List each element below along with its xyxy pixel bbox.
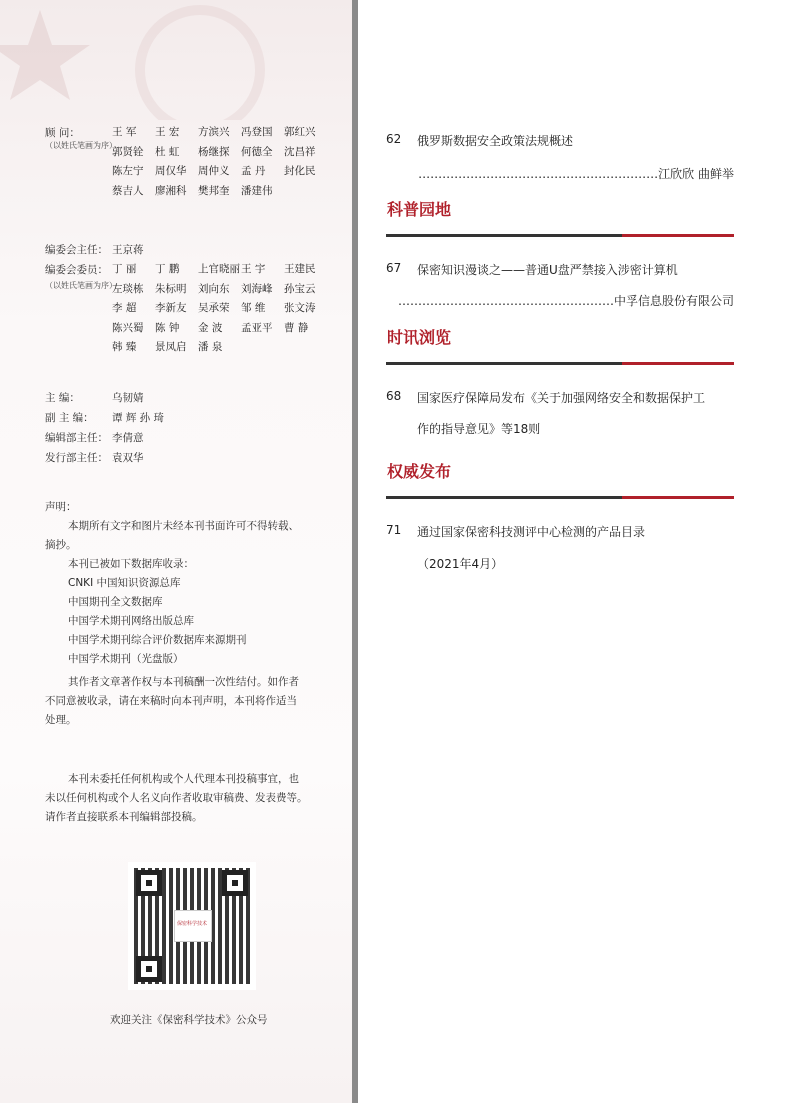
distribution-director-name: 袁双华 (112, 452, 144, 464)
toc-page-number: 71 (386, 523, 402, 537)
name: 景凤启 (155, 341, 187, 353)
name: 周仲义 (198, 165, 230, 177)
statement-line: 本刊已被如下数据库收录： (68, 558, 194, 570)
chief-editor-label: 主 编： (45, 392, 80, 404)
name: 金 波 (198, 321, 223, 334)
name: 王 军 (112, 126, 137, 138)
name: 何德全 (241, 145, 273, 158)
qr-caption: 欢迎关注《保密科学技术》公众号 (110, 1014, 268, 1026)
committee-note: （以姓氏笔画为序） (45, 281, 117, 290)
name: 吴承荣 (198, 302, 230, 314)
name: 潘建伟 (241, 184, 273, 197)
name: 杜 虹 (155, 145, 180, 158)
editorial-director-name: 李倩意 (112, 432, 144, 444)
name: 郭贤铨 (112, 145, 144, 158)
name: 丁 丽 (112, 263, 137, 275)
editorial-director-label: 编辑部主任： (45, 432, 108, 444)
deputy-editor-label: 副 主 编： (45, 412, 94, 424)
toc-article-title[interactable]: 保密知识漫谈之——普通U盘严禁接入涉密计算机 (417, 263, 678, 277)
name: 陈 钟 (155, 321, 180, 334)
toc-article-title-cont[interactable]: （2021年4月） (417, 557, 504, 571)
name: 封化民 (284, 165, 316, 177)
chief-editor-name: 乌韧婧 (112, 392, 144, 404)
qr-finder (136, 956, 162, 982)
committee-row (112, 338, 327, 358)
toc-article-title[interactable]: 通过国家保密科技测评中心检测的产品目录 (417, 525, 646, 539)
notice-line: 请作者直接联系本刊编辑部投稿。 (45, 811, 203, 823)
page-divider (352, 0, 358, 1103)
section-rule (386, 362, 734, 365)
statement-line: 处理。 (45, 714, 77, 726)
name: 潘 泉 (198, 341, 223, 353)
name: 李新友 (155, 302, 187, 314)
section-rule (386, 496, 734, 499)
name: 王 宏 (155, 126, 180, 138)
notice-line: 未以任何机构或个人名义向作者收取审稿费、发表费等。 (45, 792, 308, 804)
committee-row (112, 260, 327, 280)
statement-line: CNKI 中国知识资源总库 (68, 577, 181, 589)
toc-article-title-cont[interactable]: 作的指导意见》等18则 (417, 422, 541, 436)
toc-article-byline: ………………………………………………中孚信息股份有限公司 (397, 294, 734, 308)
statement-line: 其作者文章著作权与本刊稿酬一次性结付。如作者 (68, 676, 299, 688)
section-title: 权威发布 (387, 462, 452, 481)
distribution-director-label: 发行部主任： (45, 452, 108, 464)
name: 孟亚平 (241, 321, 273, 334)
advisors-note: （以姓氏笔画为序） (45, 141, 117, 150)
name: 上官晓丽 (198, 263, 240, 275)
statement-line: 中国学术期刊网络出版总库 (68, 615, 194, 627)
name: 左琰栋 (112, 282, 144, 295)
section-rule (386, 234, 734, 237)
toc-article-title[interactable]: 俄罗斯数据安全政策法规概述 (417, 134, 574, 148)
name: 刘海峰 (241, 282, 273, 295)
name: 朱标明 (155, 282, 187, 295)
toc-page-number: 68 (386, 389, 402, 403)
section-title: 科普园地 (387, 200, 452, 219)
emblem-watermark (0, 0, 352, 120)
name: 杨继探 (198, 145, 230, 158)
committee-row (112, 319, 327, 339)
name: 廖湘科 (155, 184, 187, 197)
notice-line: 本刊未委托任何机构或个人代理本刊投稿事宜，也 (68, 773, 299, 785)
deputy-editor-name: 谭 辉 孙 琦 (112, 412, 165, 424)
qr-finder (136, 870, 162, 896)
name: 王 宇 (241, 263, 266, 275)
committee-row (112, 280, 327, 300)
committee-members-label: 编委会委员： (45, 264, 108, 276)
toc-page-number: 67 (386, 261, 402, 275)
committee-director-name: 王京蒋 (112, 244, 144, 256)
advisors-names (112, 123, 327, 201)
toc-article-byline: ……………………………………………………江欣欣 曲鲜举 (418, 167, 734, 181)
name: 韩 臻 (112, 341, 137, 353)
toc-article-title[interactable]: 国家医疗保障局发布《关于加强网络安全和数据保护工 (417, 391, 706, 405)
statement-line: 中国学术期刊（光盘版） (68, 653, 184, 665)
statement-line: 中国学术期刊综合评价数据库来源期刊 (68, 634, 247, 646)
advisors-row (112, 182, 327, 202)
name: 刘向东 (198, 282, 230, 295)
committee-names (112, 260, 327, 358)
qr-logo-text: 保密科学技术 (177, 921, 208, 927)
name: 张文涛 (284, 302, 316, 314)
name: 丁 鹏 (155, 263, 180, 275)
name: 曹 静 (284, 321, 309, 334)
name: 邹 维 (241, 302, 266, 314)
name: 孙宝云 (284, 282, 316, 295)
advisors-row (112, 143, 327, 163)
name: 蔡吉人 (112, 184, 144, 197)
committee-row (112, 299, 327, 319)
name: 陈左宁 (112, 165, 144, 177)
advisors-row (112, 123, 327, 143)
name: 孟 丹 (241, 165, 266, 177)
name: 王建民 (284, 263, 316, 275)
name: 樊邦奎 (198, 184, 230, 197)
name: 冯登国 (241, 126, 273, 138)
advisors-label: 顾 问： (45, 127, 80, 139)
statement-line: 本期所有文字和图片未经本刊书面许可不得转载、 (68, 520, 299, 532)
section-title: 时讯浏览 (387, 328, 452, 347)
name: 陈兴蜀 (112, 321, 144, 334)
name: 李 超 (112, 302, 137, 314)
name: 沈昌祥 (284, 145, 316, 158)
name: 周仅华 (155, 165, 187, 177)
committee-director-label: 编委会主任： (45, 244, 108, 256)
statement-heading: 声明： (45, 501, 77, 513)
qr-finder (222, 870, 248, 896)
wechat-qr-code[interactable] (128, 862, 256, 990)
statement-line: 摘抄。 (45, 539, 77, 551)
statement-line: 不同意被收录，请在来稿时向本刊声明，本刊将作适当 (45, 695, 297, 707)
toc-page-number: 62 (386, 132, 402, 146)
advisors-row (112, 162, 327, 182)
statement-line: 中国期刊全文数据库 (68, 596, 163, 608)
name: 方滨兴 (198, 126, 230, 138)
name: 郭红兴 (284, 126, 316, 138)
qr-center-logo (174, 910, 212, 942)
